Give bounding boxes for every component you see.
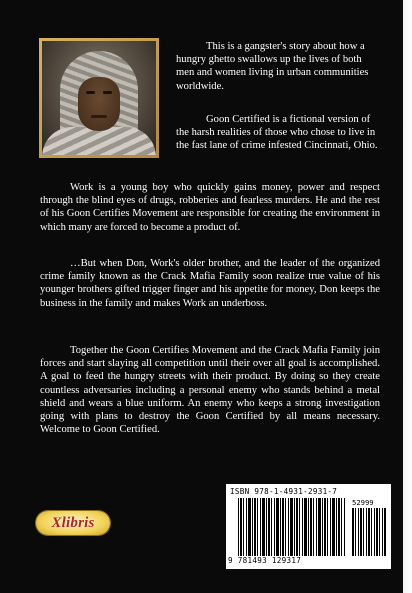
intro-paragraph-1: This is a gangster's story about how a hungry ghetto swallows up the lives of both men and women living in urban communities worldwide.	[176, 41, 369, 92]
author-portrait	[42, 41, 156, 155]
face-shape	[78, 77, 120, 131]
barcode-bars	[238, 498, 346, 556]
page-edge	[403, 0, 412, 593]
price-code: 52999	[352, 498, 374, 507]
right-eye	[103, 91, 112, 94]
publisher-logo	[36, 511, 110, 535]
left-eye	[86, 91, 95, 94]
body-paragraph-3: Together the Goon Certifies Movement and the Crack Mafia Family join forces and start slaying all competition until their over all goal is accomplished. A goal to feed the hungry streets with their product. By doing so they create countless adversaries including a personal enemy who stands behind a metal shield and wears a blue uniform. An enemy who keeps a strong investigation going with plans to destroy the Goon Certified by all means necessary. Welcome to Goon Certified.	[40, 345, 380, 436]
mouth	[91, 115, 107, 118]
intro-paragraph-2: Goon Certified is a fictional version of the harsh realities of those who chose to live in the fast lane of crime infested Cincinnati, Ohio.	[176, 114, 378, 152]
author-photo	[39, 38, 159, 158]
publisher-logo-text: Xlibris	[51, 514, 95, 531]
barcode-digits: 9 781493 129317	[228, 556, 302, 565]
body-paragraph-2: …But when Don, Work's older brother, and the leader of the organized crime family known as the Crack Mafia Family soon realize true value of his younger brothers gifted trigger finger and his appetite for money, Don keeps the business in the family and makes Work an underboss.	[40, 258, 380, 309]
isbn-text: ISBN 978-1-4931-2931-7	[230, 487, 338, 496]
shoulders-shape	[42, 127, 156, 155]
barcode-addon-bars	[352, 508, 386, 556]
barcode	[226, 484, 391, 569]
body-paragraph-1: Work is a young boy who quickly gains money, power and respect through the blind eyes of drugs, robberies and fearless murders. He and the rest of his Goon Certifies Movement are responsible for creating the environment in which many are forced to become a product of.	[40, 182, 380, 233]
